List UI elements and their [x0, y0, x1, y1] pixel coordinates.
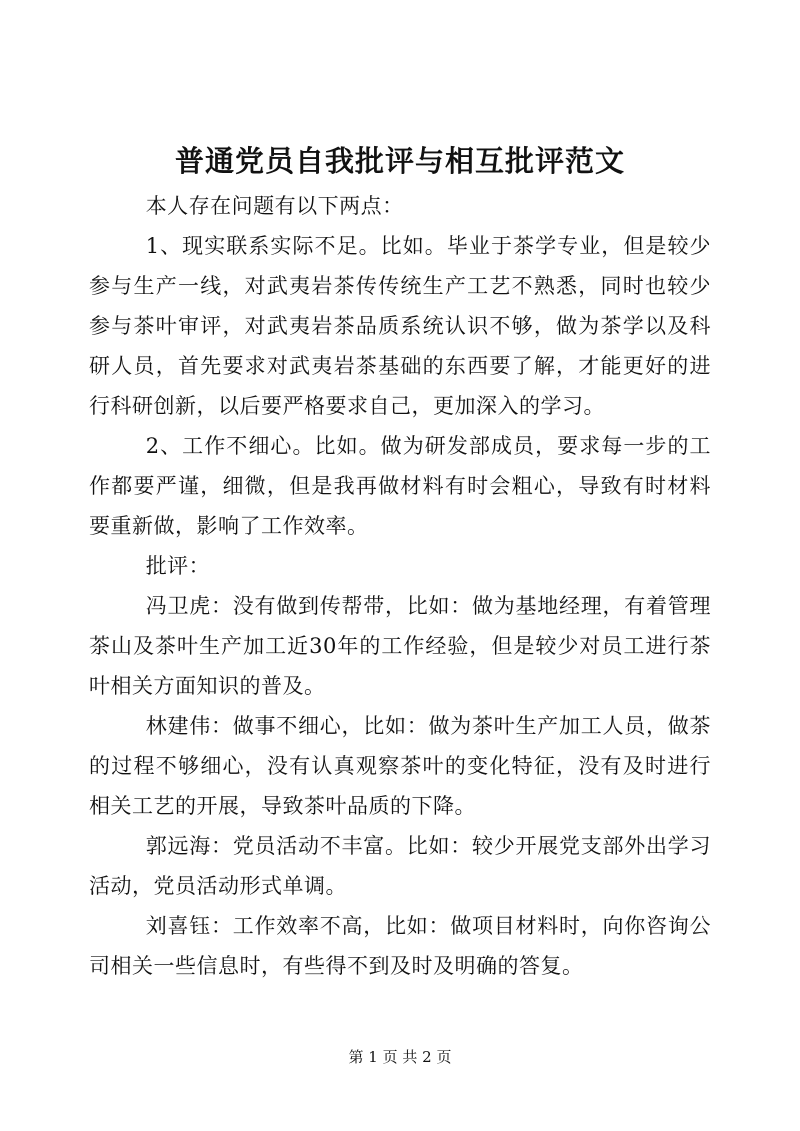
- page-footer: 第 1 页 共 2 页: [348, 1048, 452, 1066]
- paragraph-criticism-4: 刘喜钰：工作效率不高，比如：做项目材料时，向你咨询公司相关一些信息时，有些得不到及时及明确的答复。: [89, 914, 711, 978]
- paragraph-issue-2: 2、工作不细心。比如。做为研发部成员，要求每一步的工作都要严谨，细微，但是我再做材料有时会粗心，导致有时材料要重新做，影响了工作效率。: [89, 434, 711, 538]
- paragraph-intro: 本人存在问题有以下两点：: [145, 194, 404, 218]
- document-body: [89, 186, 711, 986]
- document-title: 普通党员自我批评与相互批评范文: [174, 144, 625, 178]
- paragraph-criticism-1: 冯卫虎：没有做到传帮带，比如：做为基地经理，有着管理茶山及茶叶生产加工近30年的工作经验，但是较少对员工进行茶叶相关方面知识的普及。: [89, 594, 711, 698]
- paragraph-issue-1: 1、现实联系实际不足。比如。毕业于茶学专业，但是较少参与生产一线，对武夷岩茶传传统生产工艺不熟悉，同时也较少参与茶叶审评，对武夷岩茶品质系统认识不够，做为茶学以及科研人员，首先要求对武夷岩茶基础的东西要了解，才能更好的进行科研创新，以后要严格要求自己，更加深入的学习。: [89, 234, 711, 418]
- paragraph-criticism-2: 林建伟：做事不细心，比如：做为茶叶生产加工人员，做茶的过程不够细心，没有认真观察茶叶的变化特征，没有及时进行相关工艺的开展，导致茶叶品质的下降。: [89, 714, 711, 818]
- paragraph-criticism-3: 郭远海：党员活动不丰富。比如：较少开展党支部外出学习活动，党员活动形式单调。: [89, 834, 711, 898]
- paragraph-criticism-heading: 批评：: [145, 554, 211, 578]
